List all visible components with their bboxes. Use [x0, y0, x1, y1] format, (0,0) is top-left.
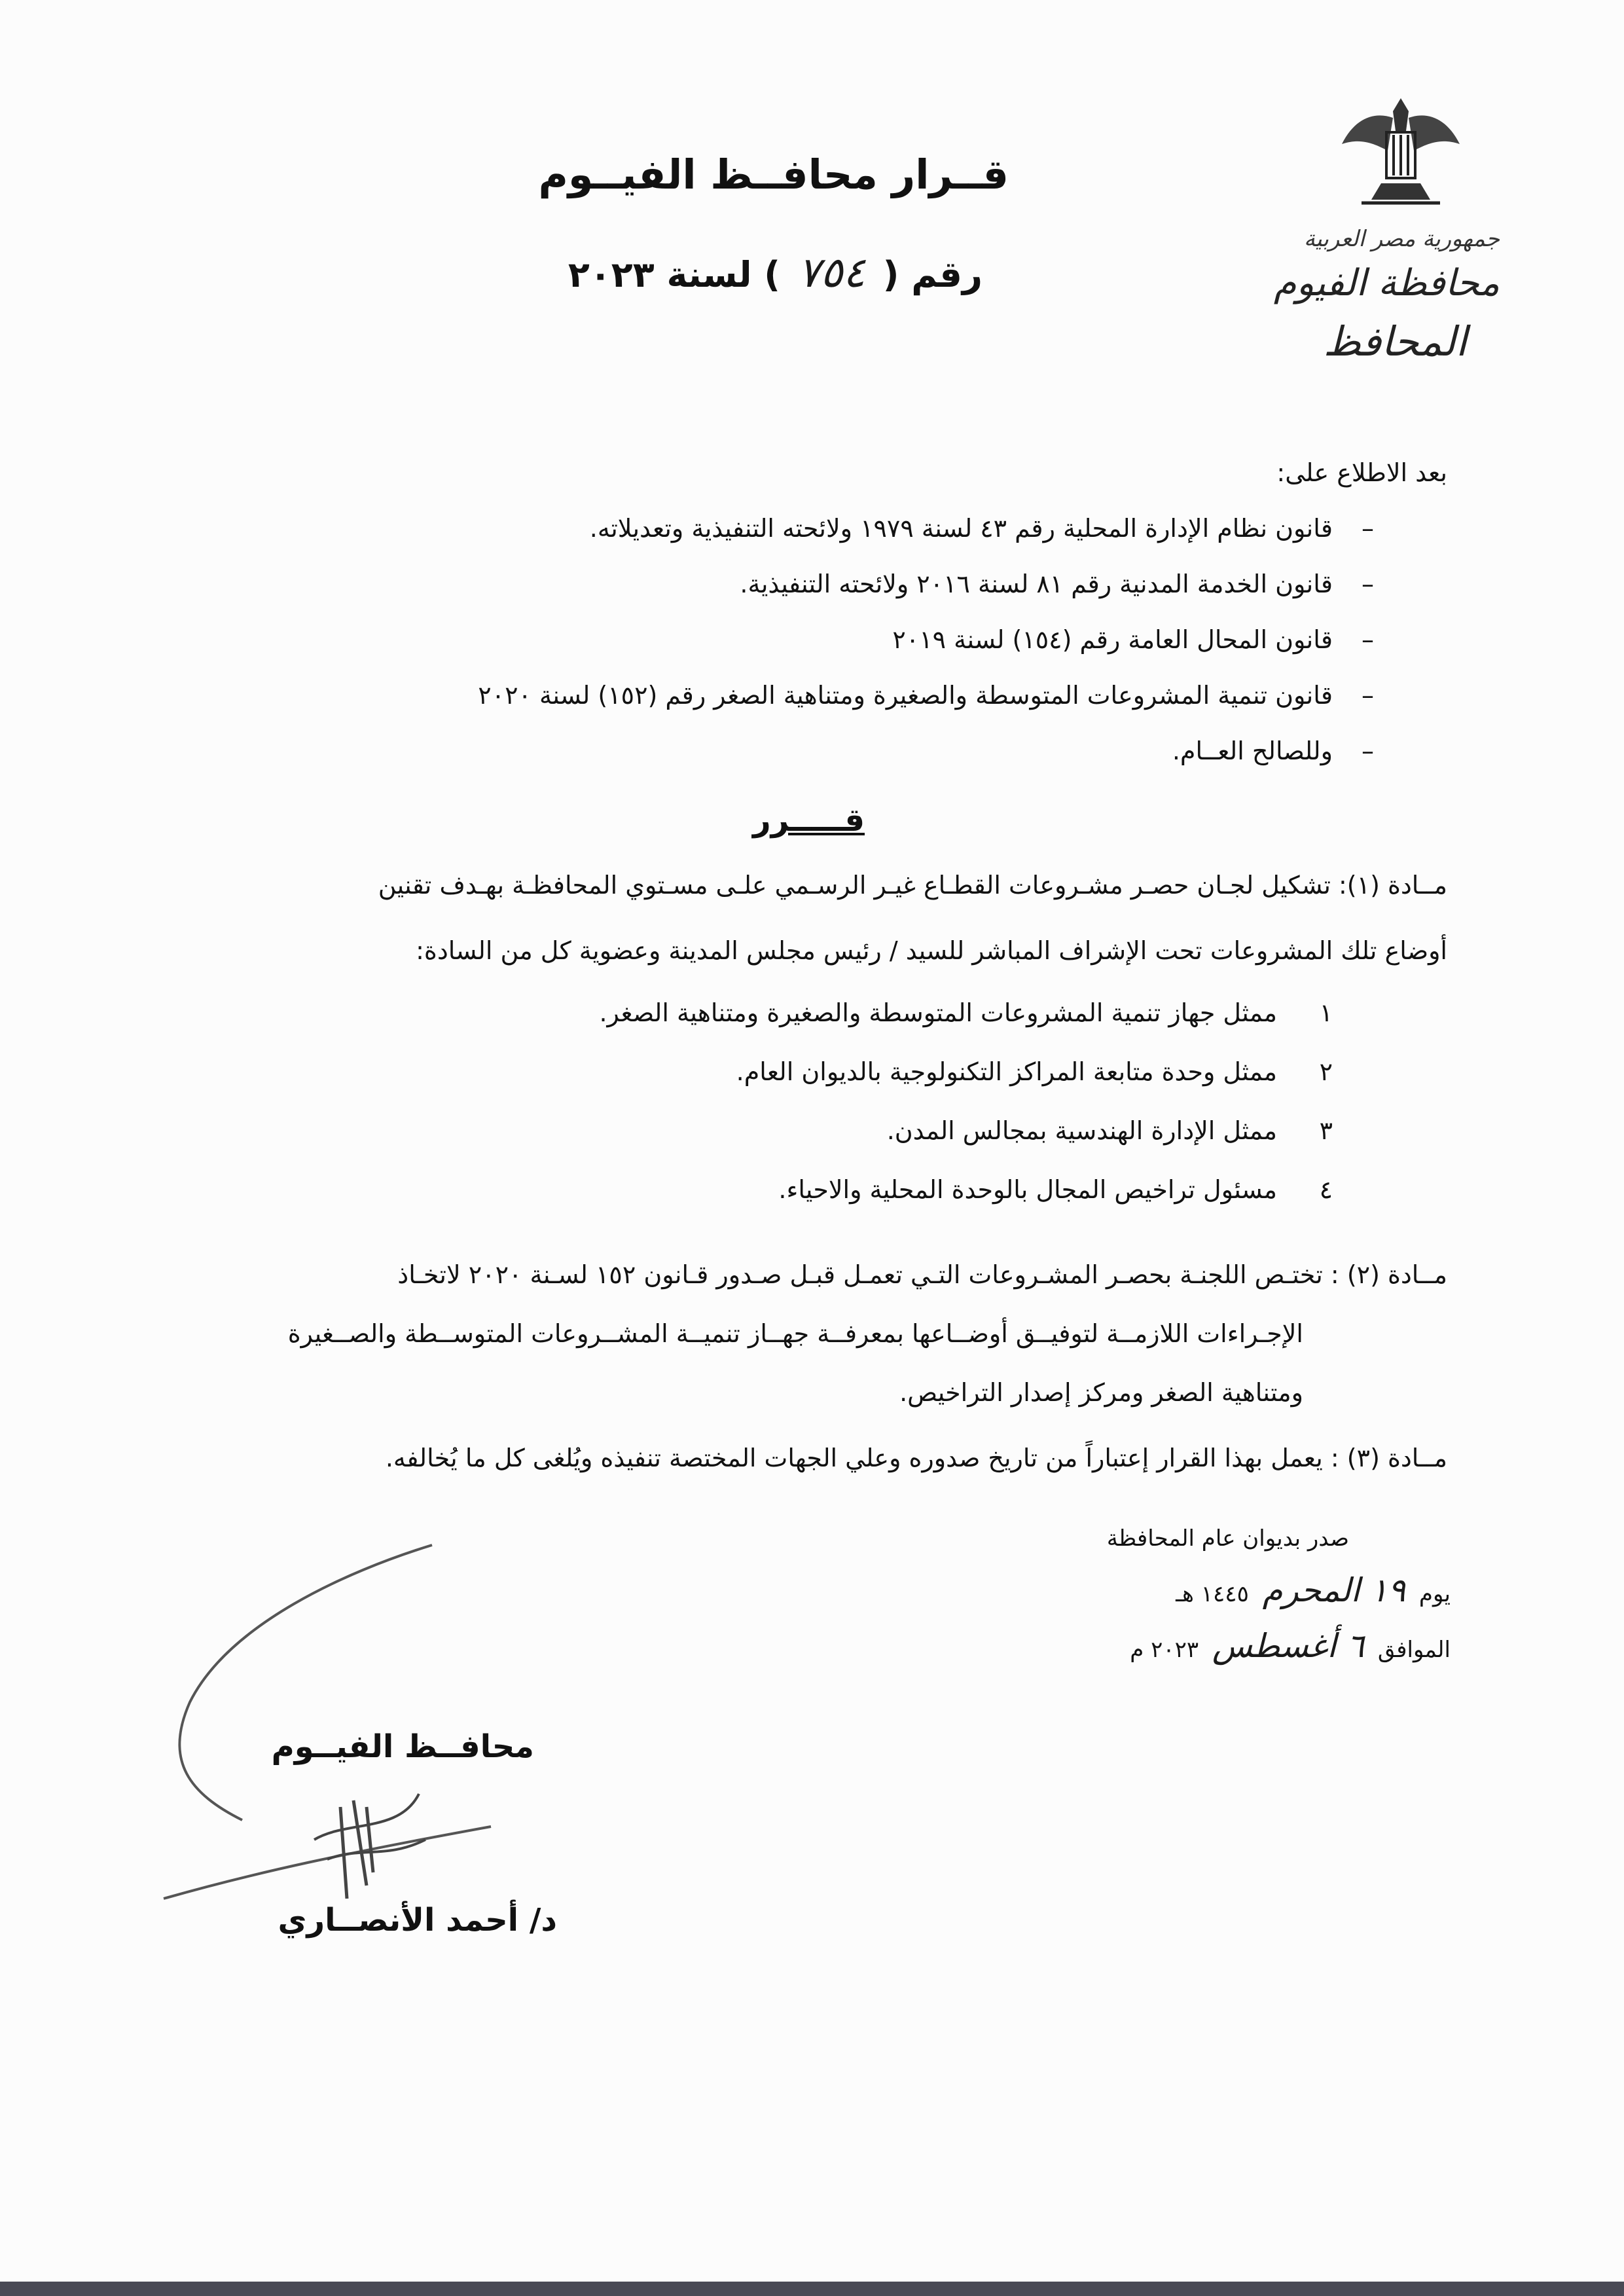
signatory-name: د/ أحمد الأنصــاري	[278, 1902, 557, 1939]
hijri-year: ١٤٤٥ هـ	[1176, 1581, 1249, 1607]
article3-line1: مــادة (٣) : يعمل بهذا القرار إعتباراً من تاريخ صدوره وعلي الجهات المختصة تنفيذه ويُلغى كل ما يُخالفه.	[385, 1444, 1447, 1472]
article1-line2: أوضاع تلك المشروعات تحت الإشراف المباشر للسيد / رئيس مجلس المدينة وعضوية كل من السادة:	[416, 936, 1447, 965]
number-handwritten: ٧٥٤	[797, 249, 865, 297]
member-num-2: ٢	[1319, 1057, 1333, 1086]
preamble-item-2: قانون الخدمة المدنية رقم ٨١ لسنة ٢٠١٦ ولائحته التنفيذية.	[740, 570, 1333, 598]
hijri-date-line	[1176, 1571, 1451, 1609]
gregorian-handwritten: ٦ أغسطس	[1212, 1627, 1365, 1665]
member-text-3: ممثل الإدارة الهندسية بمجالس المدن.	[886, 1116, 1277, 1145]
decision-number-line	[568, 249, 983, 297]
preamble-item-1: قانون نظام الإدارة المحلية رقم ٤٣ لسنة ١٩٧٩ ولائحته التنفيذية وتعديلاته.	[589, 514, 1333, 543]
preamble-dash-5: –	[1362, 737, 1374, 765]
preamble-item-5: وللصالح العــام.	[1172, 737, 1333, 765]
crest-governor-text: المحافظ	[1323, 318, 1467, 365]
member-num-1: ١	[1319, 998, 1333, 1027]
article2-line1: مــادة (٢) : تختـص اللجنـة بحصـر المشـروعات التـي تعمـل قبـل صـدور قـانون ١٥٢ لسـنة ٢٠٢٠ لاتخـاذ	[397, 1260, 1447, 1289]
preamble-dash-2: –	[1362, 570, 1374, 598]
issued-at: صدر بديوان عام المحافظة	[1106, 1525, 1349, 1552]
preamble-dash-3: –	[1362, 625, 1374, 654]
scan-bottom-edge	[0, 2282, 1624, 2296]
crest-top-text: جمهورية مصر العربية	[1303, 226, 1500, 252]
preamble-item-4: قانون تنمية المشروعات المتوسطة والصغيرة ومتناهية الصغر رقم (١٥٢) لسنة ٢٠٢٠	[478, 681, 1333, 710]
member-text-1: ممثل جهاز تنمية المشروعات المتوسطة والصغيرة ومتناهية الصغر.	[599, 998, 1277, 1027]
page-title: قــرار محافــظ الفيــوم	[538, 151, 1009, 198]
member-num-3: ٣	[1319, 1116, 1333, 1145]
preamble-dash-1: –	[1362, 514, 1374, 543]
crest-governorate-text: محافظة الفيوم	[1273, 262, 1500, 304]
number-suffix: ) لسنة ٢٠٢٣	[568, 254, 780, 295]
hijri-handwritten: ١٩ المحرم	[1262, 1571, 1406, 1609]
decision-heading: قـــــرر	[753, 802, 865, 839]
article2-line3: ومتناهية الصغر ومركز إصدار التراخيص.	[899, 1378, 1303, 1407]
signatory-title: محافــظ الفيــوم	[271, 1728, 534, 1765]
corresponding-label: الموافق	[1377, 1637, 1451, 1663]
preamble-intro: بعد الاطلاع على:	[1276, 458, 1447, 487]
gregorian-year: ٢٠٢٣ م	[1130, 1637, 1199, 1663]
preamble-dash-4: –	[1362, 681, 1374, 710]
member-text-2: ممثل وحدة متابعة المراكز التكنولوجية بالديوان العام.	[736, 1057, 1277, 1086]
number-prefix: رقم (	[882, 254, 983, 295]
member-num-4: ٤	[1319, 1175, 1333, 1204]
day-label: يوم	[1418, 1581, 1451, 1607]
article1-line1: مــادة (١): تشكيل لجـان حصـر مشـروعات القطـاع غيـر الرسـمي علـى مسـتوي المحافظـة بهـدف تقنين	[378, 871, 1447, 900]
article2-line2: الإجـراءات اللازمــة لتوفيــق أوضــاعها بمعرفــة جهــاز تنميــة المشــروعات المتوســطة والصــغيرة	[287, 1319, 1303, 1348]
eagle-emblem-icon	[1335, 92, 1466, 216]
gregorian-date-line	[1130, 1627, 1451, 1665]
handwritten-signature	[151, 1532, 517, 1912]
member-text-4: مسئول تراخيص المجال بالوحدة المحلية والاحياء.	[778, 1175, 1277, 1204]
preamble-item-3: قانون المحال العامة رقم (١٥٤) لسنة ٢٠١٩	[892, 625, 1333, 654]
